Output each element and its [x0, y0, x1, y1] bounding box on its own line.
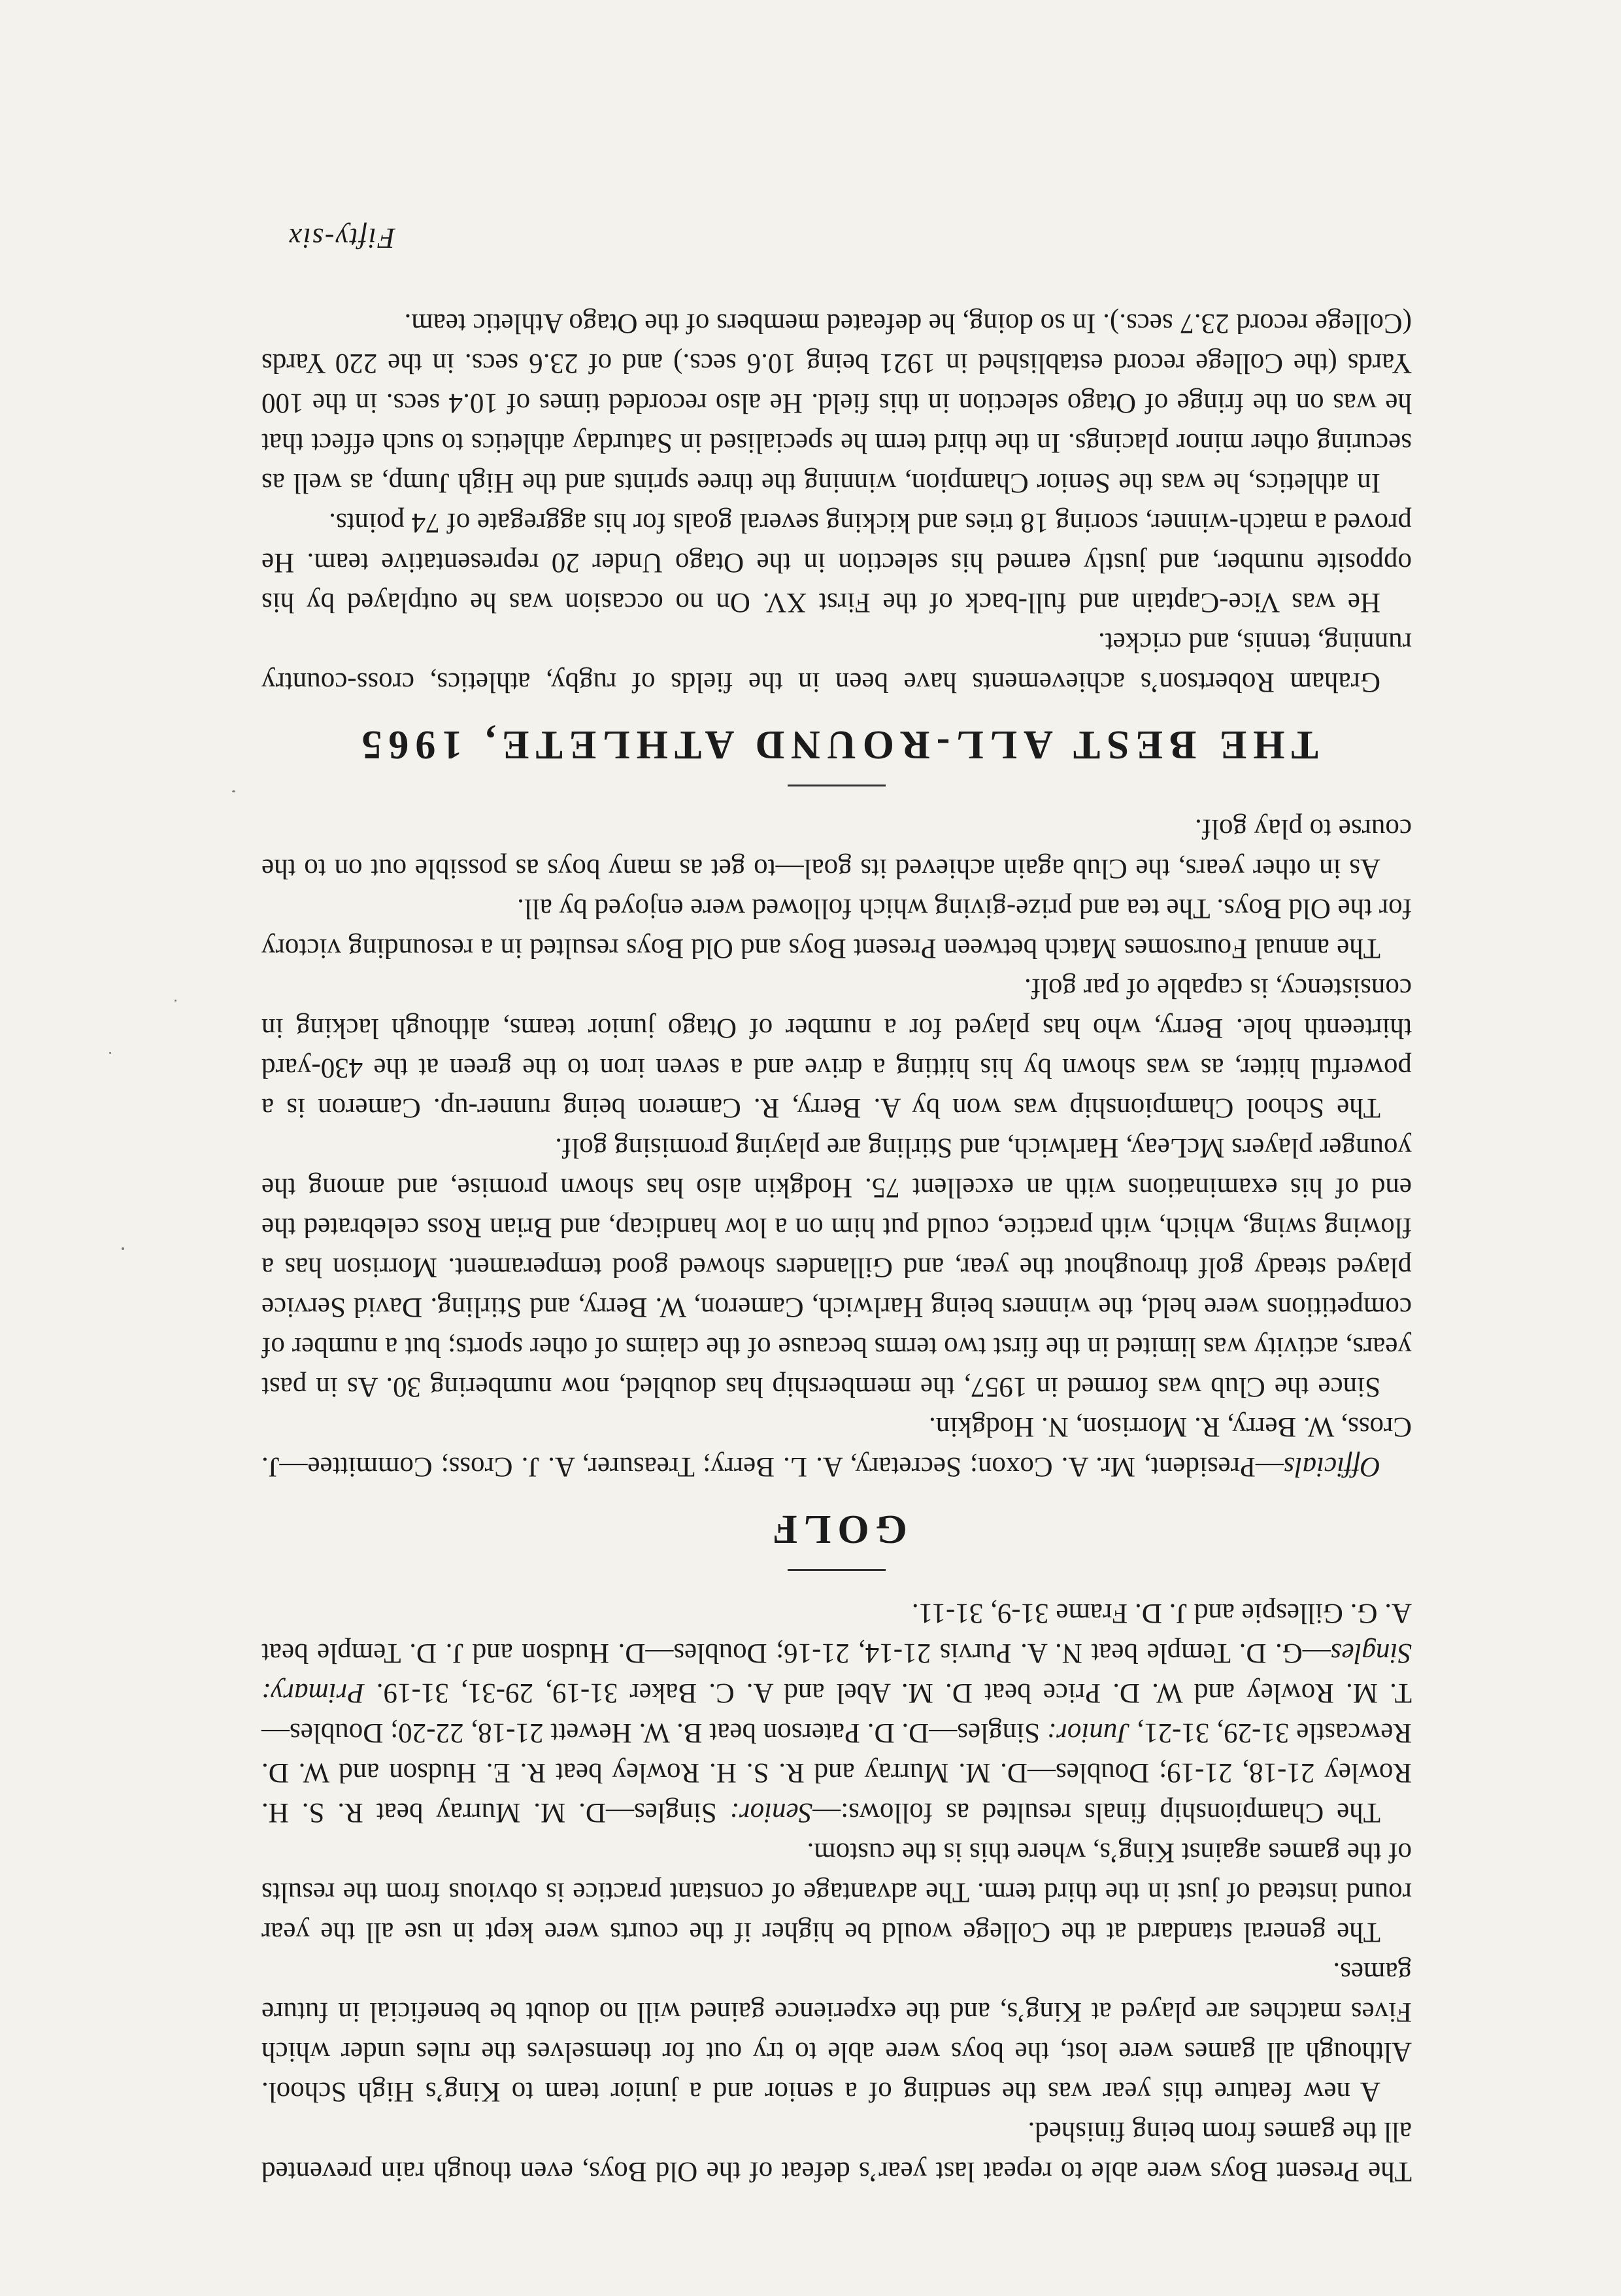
scan-speck [109, 1052, 111, 1054]
golf-officials-label: Officials [1283, 1451, 1380, 1482]
athlete-paragraph-2: He was Vice-Captain and full-back of the First XV. On no occasion was he outplayed by his opposite number, and justly earned his selection in the Otago Under 20 representative team. He proved a match-winner, scoring 18 tries and kicking several goals for his aggregate of 74 points. [261, 507, 1412, 618]
golf-officials-text: —President, Mr. A. Coxon; Secretary, A. L. Berry; Treasurer, A. J. Cross; Committee—J. Cross, W. Berry, R. Morrison, N. Hodgkin. [261, 1411, 1412, 1482]
fives-primary-singles-label: Singles [1330, 1638, 1412, 1668]
golf-paragraph-2: The School Championship was won by A. Berry, R. Cameron being runner-up. Cameron is a powerful hitter, as was shown by his hitting a drive and a seven iron to the green at the 430-yard thirteenth hole. Berry, who has played for a number of Otago junior teams, although lacking in consistency, is capable of par golf. [261, 973, 1412, 1123]
scan-speck [122, 1247, 124, 1250]
athlete-paragraph-1: Graham Robertson’s achievements have been in the fields of rugby, athletics, cross-country running, tennis, and cricket. [261, 627, 1412, 698]
fives-paragraph-1: The Present Boys were able to repeat last year’s defeat of the Old Boys, even though rain prevented all the games from being finished. [261, 2116, 1412, 2187]
golf-paragraph-4: As in other years, the Club again achieved its goal—to get as many boys as possible out on to the course to play golf. [261, 813, 1412, 884]
fives-paragraph-2: A new feature this year was the sending of a senior and a junior team to King’s High School. Although all games were lost, the boys were able to try out for themselves the rules under which Fives matches are played at King’s, and the experience gained will no doubt be beneficial in future games. [261, 1957, 1412, 2107]
section-divider [788, 1569, 886, 1571]
text-column [261, 222, 1412, 2191]
scan-speck [175, 1000, 176, 1002]
athlete-paragraph-3: In athletics, he was the Senior Champion, winning the three sprints and the High Jump, as well as securing other minor placings. In the third term he specialised in Saturday athletics to such effect that he was on the fringe of Otago selection in this field. He also recorded times of 10.4 secs. in the 100 Yards (the College record established in 1921 being 10.6 secs.) and of 23.6 secs. in the 220 Yards (College record 23.7 secs.). In so doing, he defeated members of the Otago Athletic team. [261, 308, 1412, 498]
golf-heading: GOLF [766, 1507, 907, 1551]
golf-paragraph-3: The annual Foursomes Match between Present Boys and Old Boys resulted in a resounding victory for the Old Boys. The tea and prize-giving which followed were enjoyed by all. [261, 893, 1412, 964]
fives-senior-results: Singles—D. M. Murray beat R. S. H. Rowley 21-18, 21-19; Doubles—D. M. Murray and R. S. H. Rowley beat R. E. Hudson and W. D. Rewcastle 31-29, 31-21, [261, 1717, 1412, 1828]
golf-officials [261, 1407, 1412, 1487]
section-divider [788, 785, 886, 786]
athlete-heading: THE BEST ALL-ROUND ATHLETE, 1965 [355, 722, 1318, 767]
fives-paragraph-3: The general standard at the College would be higher if the courts were kept in use all the year round instead of just in the third term. The advantage of constant practice is obvious from the results of the games against King’s, where this is the custom. [261, 1837, 1412, 1948]
fives-senior-label: Senior: [729, 1797, 813, 1828]
fives-results [261, 1593, 1412, 1832]
scan-speck [232, 790, 235, 792]
fives-results-intro: The Championship finals resulted as follows:— [812, 1797, 1380, 1828]
fives-primary-results: —G. D. Temple beat N. A. Purvis 21-14, 21-16; Doubles—D. Hudson and J. D. Temple beat A. G. Gillespie and J. D. Frame 31-9, 31-11. [261, 1598, 1412, 1668]
fives-junior-label: Junior: [1046, 1717, 1130, 1748]
fives-primary-label: Primary: [261, 1678, 365, 1708]
golf-paragraph-1: Since the Club was formed in 1957, the membership has doubled, now numbering 30. As in past years, activity was limited in the first two terms because of the claims of other sports; but a number of competitions were held, the winners being Harlwich, Cameron, W. Berry, and Stirling. David Service played steady golf throughout the year, and Gillanders showed good temperament. Morrison has a flowing swing, which, with practice, could put him on a low handicap, and Brian Ross celebrated the end of his examinations with an excellent 75. Hodgkin also has shown promise, and among the younger players McLeay, Harlwich, and Stirling are playing promising golf. [261, 1132, 1412, 1402]
fives-junior-results: Singles—D. D. Paterson beat B. W. Hewett 21-18, 22-20; Doubles—T. M. Rowley and W. D. Price beat D. M. Abel and A. C. Baker 31-19, 29-31, 31-19. [261, 1678, 1412, 1748]
page-number: Fifty-six [288, 222, 395, 254]
